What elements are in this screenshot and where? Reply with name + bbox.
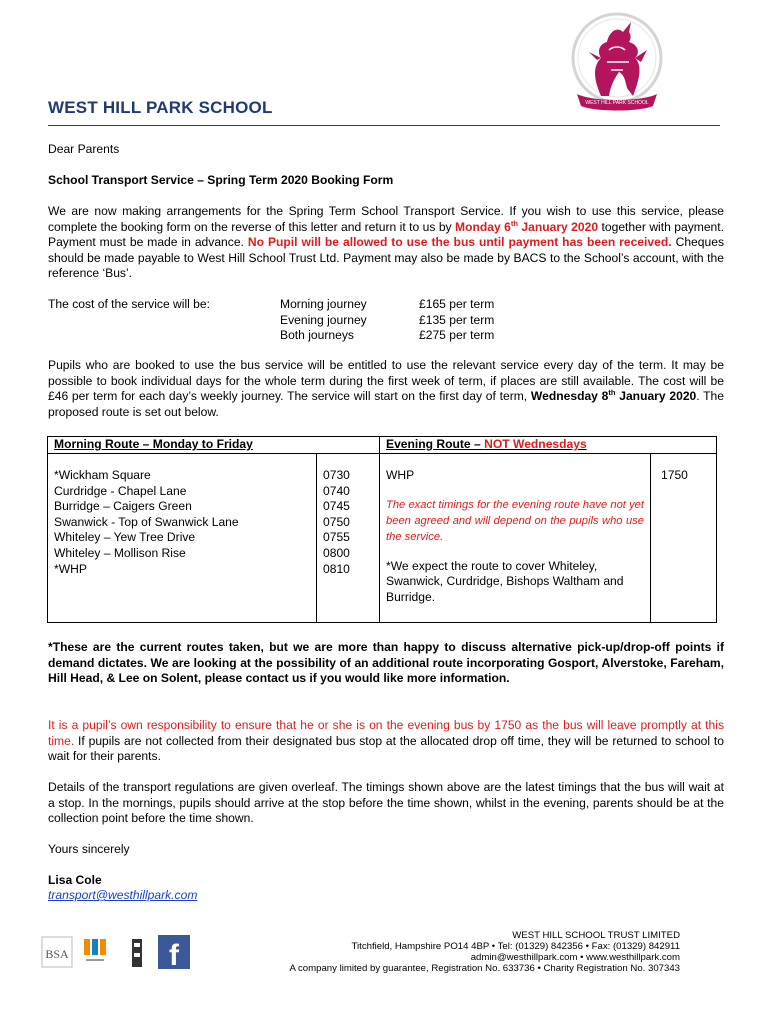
route-table xyxy=(47,436,717,623)
payment-warning: No Pupil will be allowed to use the bus until payment has been received. xyxy=(247,235,672,250)
bsa-logo-icon xyxy=(42,937,72,967)
svg-text:WEST HILL PARK SCHOOL: WEST HILL PARK SCHOOL xyxy=(585,100,649,106)
cost-journey-list: Morning journey Evening journey Both journeys xyxy=(280,297,367,343)
svg-text:f: f xyxy=(169,939,179,972)
list-item: Burridge – Caigers Green xyxy=(54,499,192,514)
iaps-logo-icon xyxy=(84,939,106,961)
facebook-icon xyxy=(158,935,190,972)
cost-price-list: £165 per term £135 per term £275 per term xyxy=(419,297,495,343)
lion-rampant-crest-icon xyxy=(563,8,671,116)
list-item: Whiteley – Mollison Rise xyxy=(54,545,186,560)
morning-stops xyxy=(48,454,317,623)
salutation: Dear Parents xyxy=(48,142,120,156)
letter-title: School Transport Service – Spring Term 2020 Booking Form xyxy=(48,173,394,187)
svg-text:BSA: BSA xyxy=(45,947,69,961)
list-item: *Wickham Square xyxy=(54,468,151,482)
responsibility-paragraph: It is a pupil’s own responsibility to ensure that he or she is on the evening bus by 1750 as the bus will leave promptly at this time. If pupils are not collected from their designated bus stop at the allocated drop off time, they will be returned to school to wait for their parents. xyxy=(48,718,724,764)
morning-times: 0730 0740 0745 0750 0755 0800 0810 xyxy=(317,454,380,623)
booking-paragraph: Pupils who are booked to use the bus service will be entitled to use the relevant service every day of the term. It may be possible to book individual days for the whole term during the first week of term, if places are still available. The cost will be £46 per term for each day’s weekly journey. The service will start on the first day of term, Wednesday 8th January 2020. The proposed route is set out below. xyxy=(48,358,725,419)
list-item: Whiteley – Yew Tree Drive xyxy=(54,530,196,545)
signer-name: Lisa Cole xyxy=(48,873,102,887)
accreditation-logos xyxy=(40,933,195,973)
morning-route-header: Morning Route – Monday to Friday xyxy=(48,437,380,454)
intro-paragraph: We are now making arrangements for the Spring Term School Transport Service. If you wish to use this service, please complete the booking form on the reverse of this letter and return it to us by Monday 6th January 2020 together with payment. Payment must be made in advance. No Pupil will be allowed to use the bus until payment has been received. Cheques should be made payable to West Hill School Trust Ltd. Payment may also be made by BACS to the School’s account, with the reference ‘Bus’. xyxy=(48,204,724,281)
list-item: *WHP xyxy=(54,561,87,576)
list-item: Curdridge - Chapel Lane xyxy=(54,483,187,498)
accreditation-badge-icon xyxy=(132,939,142,967)
school-name: WEST HILL PARK SCHOOL xyxy=(48,98,273,117)
evening-stop: WHP xyxy=(386,468,415,482)
header-divider xyxy=(48,125,720,126)
evening-details xyxy=(380,454,651,623)
contact-email-link[interactable]: transport@westhillpark.com xyxy=(48,888,198,902)
list-item: Swanwick - Top of Swanwick Lane xyxy=(54,514,239,529)
evening-route-header: Evening Route – NOT Wednesdays xyxy=(380,437,717,454)
evening-route-coverage: *We expect the route to cover Whiteley, Swanwick, Curdridge, Bishops Waltham and Burridge. xyxy=(386,558,624,604)
cost-label: The cost of the service will be: xyxy=(48,297,210,311)
footer-address: WEST HILL SCHOOL TRUST LIMITED Titchfield, Hampshire PO14 4BP • Tel: (01329) 842356 • Fax: (01329) 842911 admin@westhillpark.com • www.westhillpark.com A company limited by guarantee, Registration No. 633736 • Charity Registration No. 307343 xyxy=(289,930,680,974)
current-routes-note: *These are the current routes taken, but we are more than happy to discuss alternative pick-up/drop-off points if demand dictates. We are looking at the possibility of an additional route incorporating Gosport, Alverstoke, Fareham, Hill Head, & Lee on Solent, please contact us if you would like more information. xyxy=(48,640,724,686)
regulations-paragraph: Details of the transport regulations are given overleaf. The timings shown above are the latest timings that the bus will wait at a stop. In the mornings, pupils should arrive at the stop before the time shown, whilst in the evening, parents should be at the collection point before the time shown. xyxy=(48,780,724,826)
evening-time: 1750 xyxy=(651,454,717,623)
evening-timing-note: The exact timings for the evening route have not yet been agreed and will depend on the pupils who use the service. xyxy=(386,498,644,543)
closing: Yours sincerely xyxy=(48,842,130,856)
